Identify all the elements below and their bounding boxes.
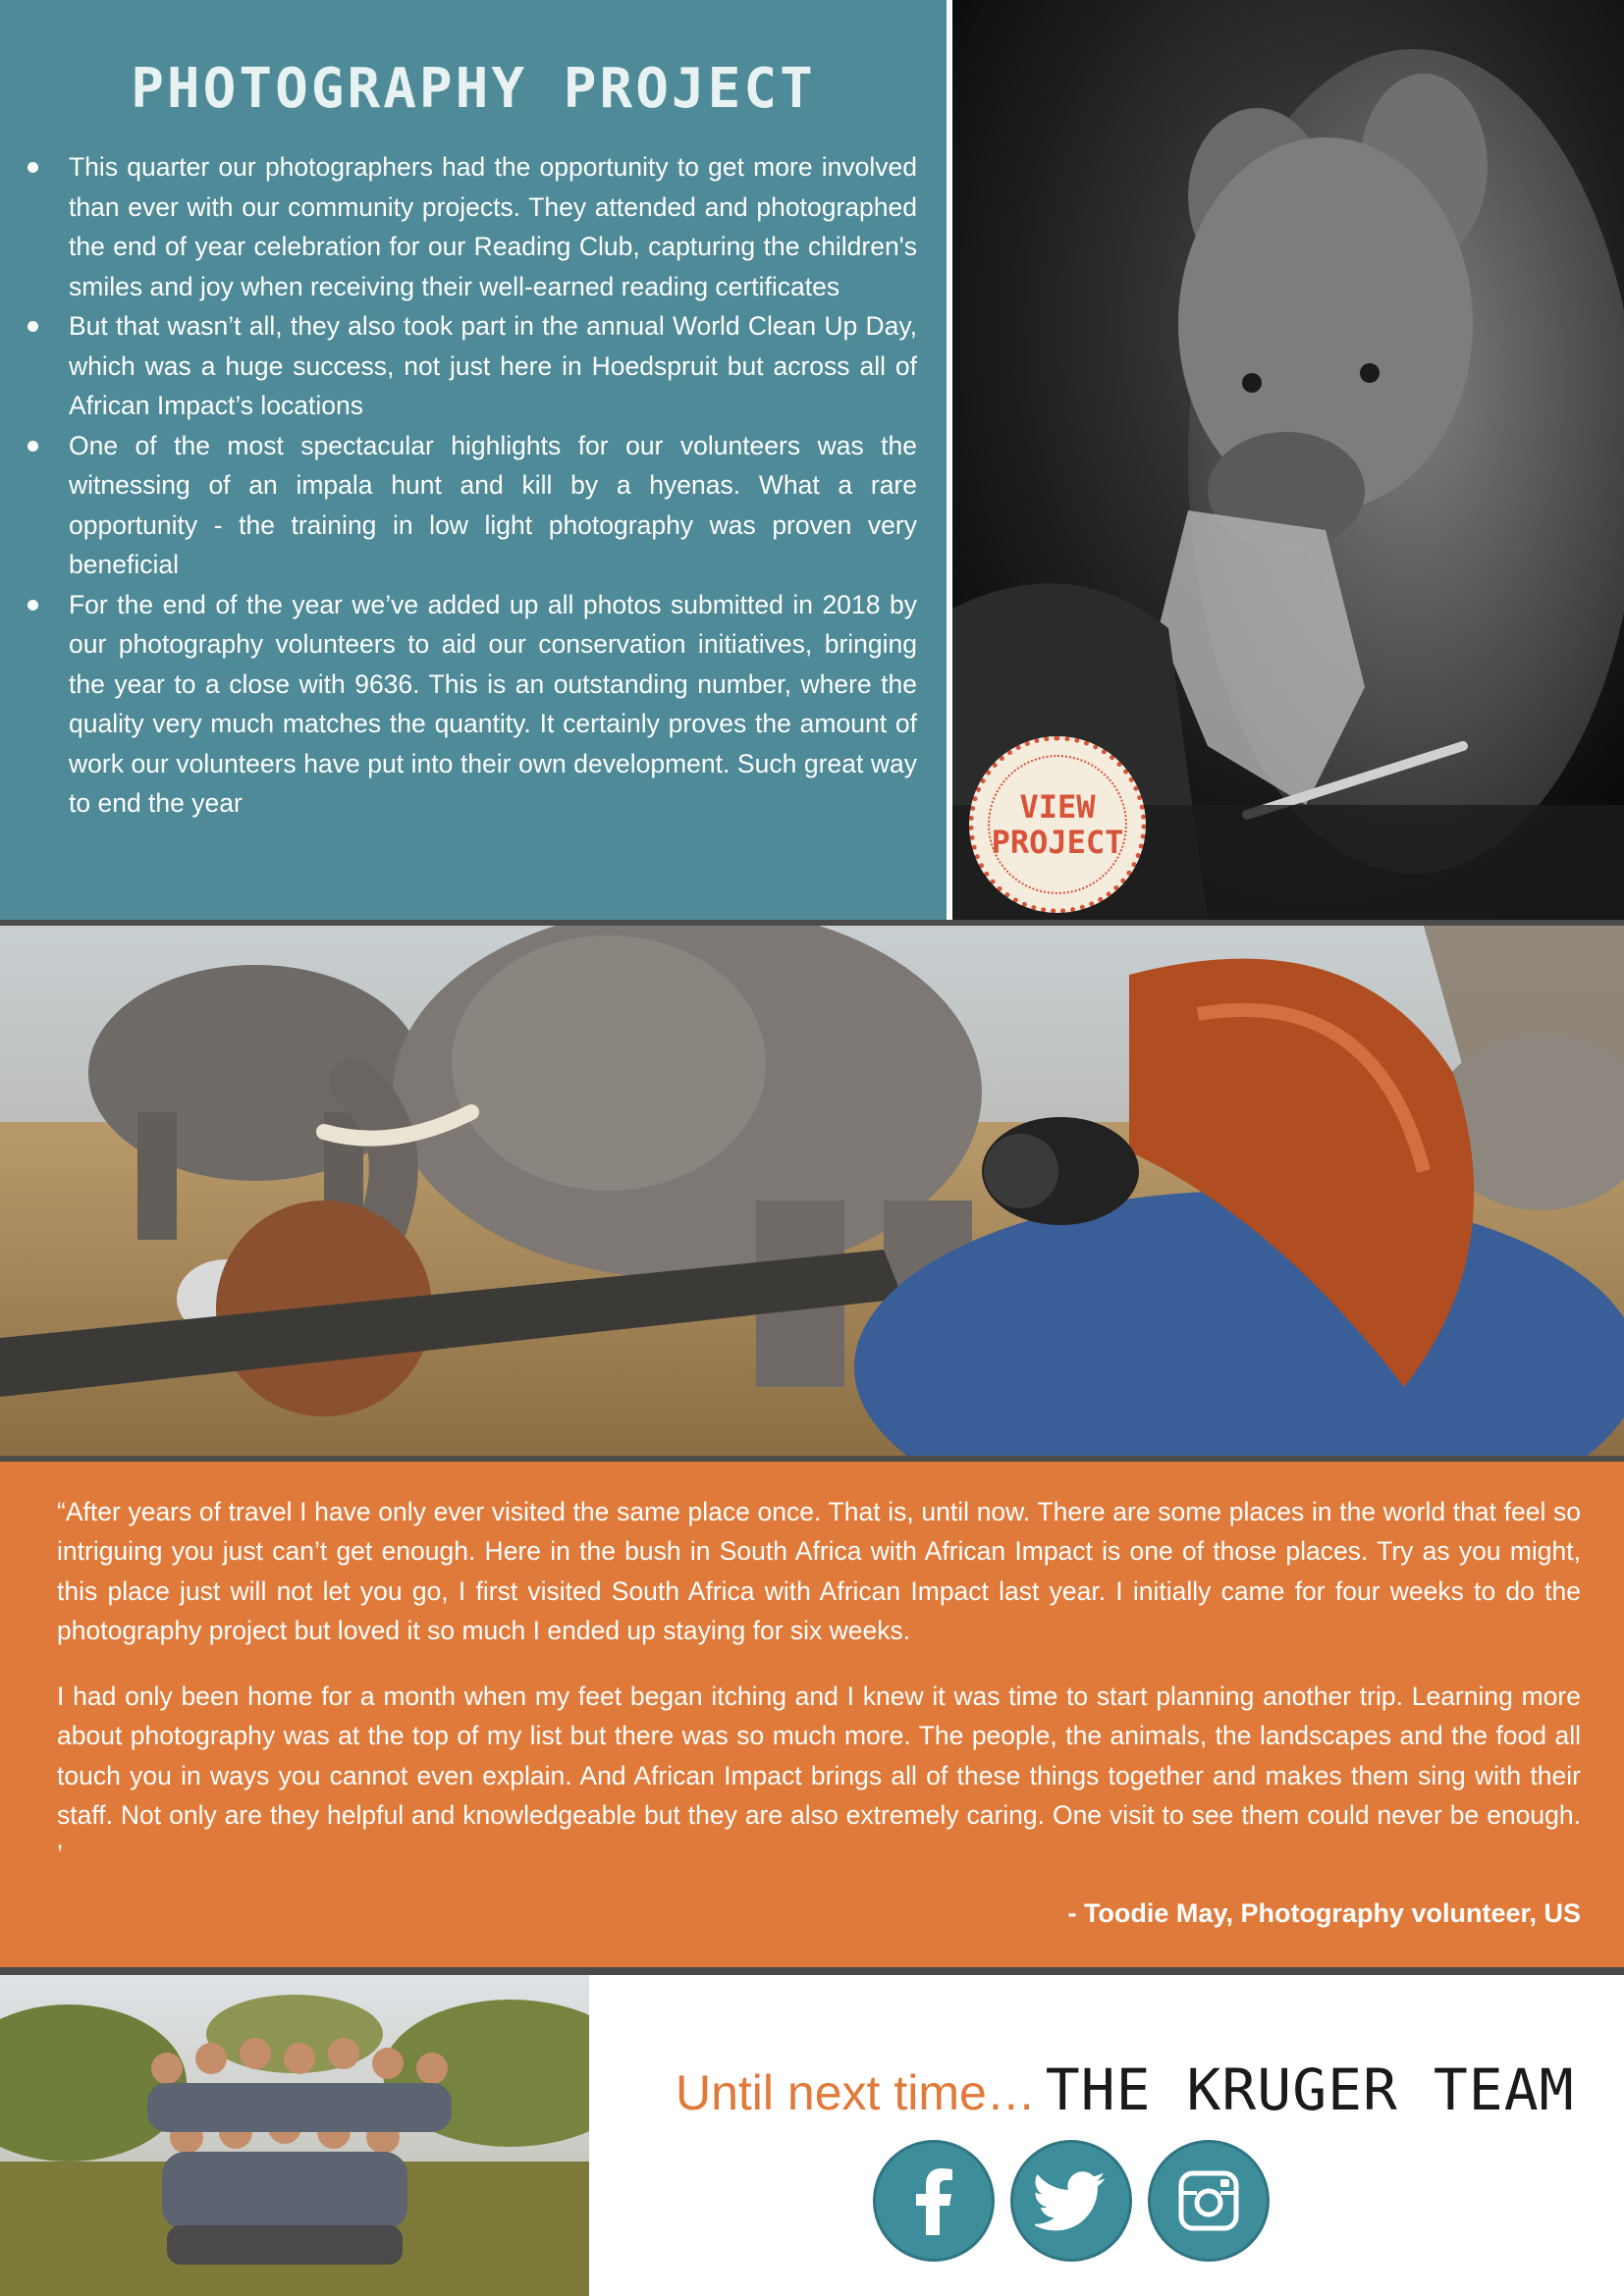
team-group-photo bbox=[0, 1975, 589, 2296]
bullet-text: For the end of the year we’ve added up all photos submitted in 2018 by our photography volunteers to aid our conservation initiatives, bringing the year to a close with 9636. This is an outstanding number, where the quality very much matches the quantity. It certainly proves the amount of work our volunteers have put into their own development. Such great way to end the year bbox=[69, 589, 917, 818]
list-item bbox=[27, 306, 917, 426]
page-title: PHOTOGRAPHY PROJECT bbox=[131, 57, 816, 121]
testimonial-paragraph-1: “After years of travel I have only ever visited the same place once. That is, until now. There are some places in the world that feel so intriguing you just can’t get enough. Here in the bush in South Africa with African Impact is one of those places. Try as you might, this place just will not let you go, I first visited South Africa with African Impact last year. I initially came for four weeks to do the photography project but loved it so much I ended up staying for six weeks. bbox=[57, 1497, 1581, 1645]
facebook-icon bbox=[904, 2166, 963, 2235]
signoff bbox=[676, 2056, 1575, 2123]
bullet-text: But that wasn’t all, they also took part in the annual World Clean Up Day, which was a huge success, not just here in Hoedspruit but across all of African Impact’s locations bbox=[69, 311, 917, 420]
testimonial-attribution: - Toodie May, Photography volunteer, US bbox=[1067, 1898, 1581, 1928]
bullet-icon bbox=[27, 321, 38, 332]
project-bullet-list bbox=[27, 147, 917, 824]
badge-line-2: PROJECT bbox=[991, 824, 1124, 861]
bullet-text: One of the most spectacular highlights for our volunteers was the witnessing of an impala hunt and kill by a hyenas. What a rare opportunity - the training in low light photography was proven very beneficial bbox=[69, 430, 917, 579]
badge-line-1: VIEW bbox=[1019, 788, 1096, 826]
elephant-photo bbox=[0, 926, 1624, 1456]
facebook-button[interactable] bbox=[873, 2140, 995, 2262]
bullet-icon bbox=[27, 441, 38, 452]
signoff-lead: Until next time… bbox=[676, 2065, 1036, 2120]
view-project-badge[interactable] bbox=[969, 736, 1146, 913]
twitter-button[interactable] bbox=[1010, 2140, 1132, 2262]
bullet-icon bbox=[27, 162, 38, 173]
signoff-team: THE KRUGER TEAM bbox=[1045, 2056, 1575, 2123]
instagram-icon bbox=[1177, 2169, 1240, 2232]
list-item bbox=[27, 585, 917, 824]
testimonial-paragraph-2: I had only been home for a month when my feet began itching and I knew it was time to start planning another trip. Learning more about photography was at the top of my list but there was so much more. The people, the animals, the landscapes and the food all touch you in ways you cannot even explain. And African Impact brings all of these things together and makes them sing with their staff. Not only are they helpful and knowledgeable but they are also extremely caring. One visit to see them could never be enough. ’ bbox=[57, 1682, 1581, 1870]
twitter-icon bbox=[1035, 2170, 1108, 2231]
list-item bbox=[27, 147, 917, 306]
bullet-text: This quarter our photographers had the opportunity to get more involved than ever with our community projects. They attended and photographed the end of year celebration for our Reading Club, capturing the children's smiles and joy when receiving their well-earned reading certificates bbox=[69, 152, 917, 301]
instagram-button[interactable] bbox=[1148, 2140, 1270, 2262]
list-item bbox=[27, 426, 917, 585]
bullet-icon bbox=[27, 600, 38, 611]
divider bbox=[0, 1967, 1624, 1975]
